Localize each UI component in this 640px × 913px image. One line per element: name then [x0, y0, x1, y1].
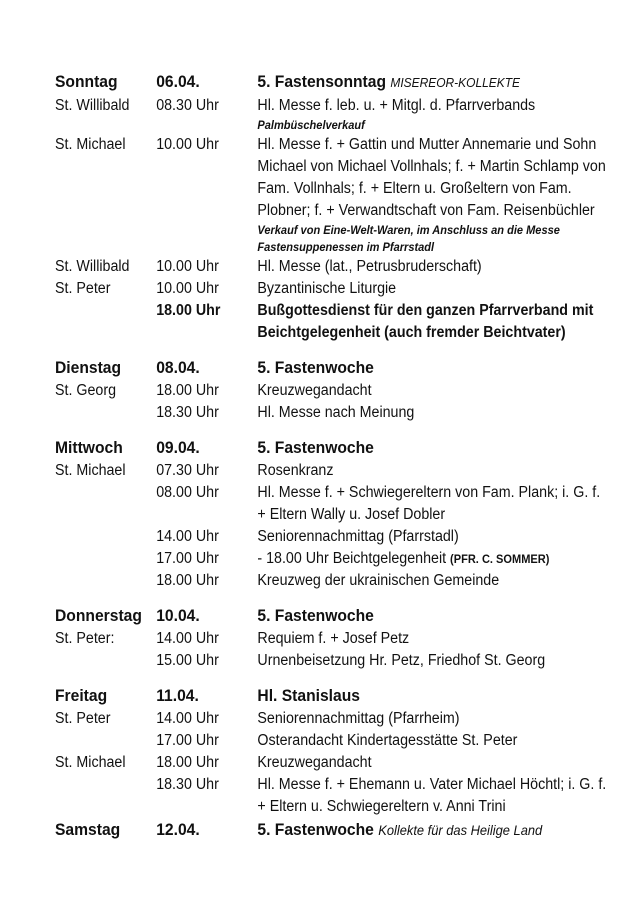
place: [55, 570, 156, 592]
weekday: Donnerstag: [55, 606, 142, 625]
event-row: [55, 402, 607, 424]
event-row: [55, 526, 607, 548]
event-text-main: - 18.00 Uhr Beichtgelegenheit: [257, 550, 447, 567]
event-text-main: Seniorennachmittag (Pfarrheim): [257, 710, 460, 727]
event-row: [55, 380, 607, 402]
event-row: [55, 774, 607, 818]
event-text-main: Kreuzweg der ukrainischen Gemeinde: [257, 572, 500, 589]
event-text: [257, 95, 607, 117]
day-title: [257, 356, 607, 380]
weekday: Freitag: [55, 686, 108, 705]
event-note: Verkauf von Eine-Welt-Waren, im Anschluss an die Messe Fastensuppenessen im Pfarrstadl: [257, 223, 560, 254]
time: 17.00 Uhr: [156, 550, 219, 567]
time: 18.00 Uhr: [156, 302, 221, 319]
event-text-main: Hl. Messe f. leb. u. + Mitgl. d. Pfarrverbands: [257, 97, 536, 114]
place: St. Willibald: [55, 97, 130, 114]
event-text-main: Hl. Messe f. + Gattin und Mutter Annemarie und Sohn Michael von Michael Vollnhals; f. + Martin Schlamp von Fam. Vollnhals; f. + Eltern u. Großeltern von Fam. Plobner; f. + Verwandtschaft von Fam. Reisenbüchler: [257, 136, 606, 219]
day-header-row: [55, 684, 607, 708]
event-text-main: Urnenbeisetzung Hr. Petz, Friedhof St. Georg: [257, 652, 546, 669]
event-text: [257, 256, 607, 278]
place: [55, 526, 156, 548]
event-row: [55, 95, 607, 117]
event-text-main: Byzantinische Liturgie: [257, 280, 397, 297]
day-title: [257, 604, 607, 628]
time: 15.00 Uhr: [156, 652, 219, 669]
time: 18.30 Uhr: [156, 404, 219, 421]
day-title: [257, 70, 607, 95]
event-text: [257, 752, 607, 774]
time: 18.00 Uhr: [156, 382, 219, 399]
event-row: [55, 628, 607, 650]
event-row: [55, 460, 607, 482]
event-text: [257, 278, 607, 300]
time: 14.00 Uhr: [156, 630, 219, 647]
place: [55, 300, 156, 344]
event-row: [55, 482, 607, 526]
date: 06.04.: [156, 72, 200, 91]
place: St. Michael: [55, 462, 126, 479]
event-row: [55, 650, 607, 672]
note-row: [55, 117, 607, 134]
weekday: Sonntag: [55, 72, 118, 91]
time: 07.30 Uhr: [156, 462, 219, 479]
place: St. Michael: [55, 136, 126, 153]
time: 10.00 Uhr: [156, 258, 219, 275]
event-text-main: Kreuzwegandacht: [257, 754, 372, 771]
event-text-main: Kreuzwegandacht: [257, 382, 372, 399]
weekday: Dienstag: [55, 358, 122, 377]
time: 14.00 Uhr: [156, 710, 219, 727]
place: St. Peter: [55, 710, 111, 727]
event-text: [257, 460, 607, 482]
event-text-extra: (PFR. C. SOMMER): [450, 552, 550, 566]
day-header-row: [55, 356, 607, 380]
event-text-main: Bußgottesdienst für den ganzen Pfarrverband mit Beichtgelegenheit (auch fremder Beichtvater): [257, 302, 594, 341]
place: [55, 730, 156, 752]
event-text: [257, 526, 607, 548]
event-row: [55, 548, 607, 570]
place: [55, 548, 156, 570]
day-header-row: [55, 436, 607, 460]
day-title: [257, 818, 607, 842]
event-text: [257, 628, 607, 650]
event-note: Palmbüschelverkauf: [257, 118, 365, 132]
place: [55, 482, 156, 526]
place: [55, 650, 156, 672]
date: 09.04.: [156, 438, 200, 457]
day-title-extra: Kollekte für das Heilige Land: [378, 822, 543, 838]
event-row: [55, 708, 607, 730]
place: St. Willibald: [55, 258, 130, 275]
time: 10.00 Uhr: [156, 136, 219, 153]
day-header-row: [55, 70, 607, 95]
event-row: [55, 730, 607, 752]
event-text-main: Hl. Messe nach Meinung: [257, 404, 415, 421]
event-text: [257, 548, 607, 570]
day-title-text: 5. Fastenwoche: [257, 606, 374, 625]
time: 18.30 Uhr: [156, 776, 219, 793]
day-title-text: 5. Fastenwoche: [257, 358, 374, 377]
event-text-main: Osterandacht Kindertagesstätte St. Peter: [257, 732, 518, 749]
day-header-row: [55, 604, 607, 628]
event-text: [257, 134, 607, 222]
date: 11.04.: [156, 686, 199, 705]
time: 18.00 Uhr: [156, 572, 219, 589]
date: 10.04.: [156, 606, 200, 625]
event-text-main: Hl. Messe f. + Ehemann u. Vater Michael Höchtl; i. G. f. + Eltern u. Schwiegereltern v. Anni Trini: [257, 776, 607, 815]
empty-cell: [55, 222, 156, 256]
event-text-main: Hl. Messe f. + Schwiegereltern von Fam. Plank; i. G. f. + Eltern Wally u. Josef Dobler: [257, 484, 601, 523]
day-title-text: 5. Fastenwoche: [257, 438, 374, 457]
time: 08.30 Uhr: [156, 97, 219, 114]
date: 08.04.: [156, 358, 200, 377]
place: St. Georg: [55, 382, 117, 399]
event-row: [55, 256, 607, 278]
event-text-main: Rosenkranz: [257, 462, 334, 479]
empty-cell: [156, 117, 257, 134]
note-row: [55, 222, 607, 256]
event-text: [257, 708, 607, 730]
event-text: [257, 300, 607, 344]
time: 10.00 Uhr: [156, 280, 219, 297]
time: 14.00 Uhr: [156, 528, 219, 545]
time: 17.00 Uhr: [156, 732, 219, 749]
place: St. Peter:: [55, 630, 115, 647]
event-text-main: Hl. Messe (lat., Petrusbruderschaft): [257, 258, 482, 275]
weekday: Mittwoch: [55, 438, 123, 457]
event-text: [257, 482, 607, 526]
event-row: [55, 752, 607, 774]
event-text: [257, 570, 607, 592]
event-row: [55, 278, 607, 300]
place: St. Michael: [55, 754, 126, 771]
event-text: [257, 650, 607, 672]
day-title-text: Hl. Stanislaus: [257, 686, 360, 705]
weekday: Samstag: [55, 820, 121, 839]
place: [55, 402, 156, 424]
time: 18.00 Uhr: [156, 754, 219, 771]
place: [55, 774, 156, 818]
event-row: [55, 300, 607, 344]
event-text: [257, 380, 607, 402]
day-title: [257, 684, 607, 708]
event-text: [257, 774, 607, 818]
day-title: [257, 436, 607, 460]
day-header-row: [55, 818, 607, 842]
event-text-main: Requiem f. + Josef Petz: [257, 630, 410, 647]
day-title-extra: MISEREOR-KOLLEKTE: [390, 75, 520, 90]
date: 12.04.: [156, 820, 200, 839]
event-row: [55, 570, 607, 592]
event-row: [55, 134, 607, 222]
time: 08.00 Uhr: [156, 484, 219, 501]
place: St. Peter: [55, 280, 111, 297]
empty-cell: [55, 117, 156, 134]
event-text: [257, 402, 607, 424]
event-text-main: Seniorennachmittag (Pfarrstadl): [257, 528, 459, 545]
event-text: [257, 730, 607, 752]
day-title-text: 5. Fastensonntag: [257, 72, 387, 91]
empty-cell: [156, 222, 257, 256]
day-title-text: 5. Fastenwoche: [257, 820, 374, 839]
